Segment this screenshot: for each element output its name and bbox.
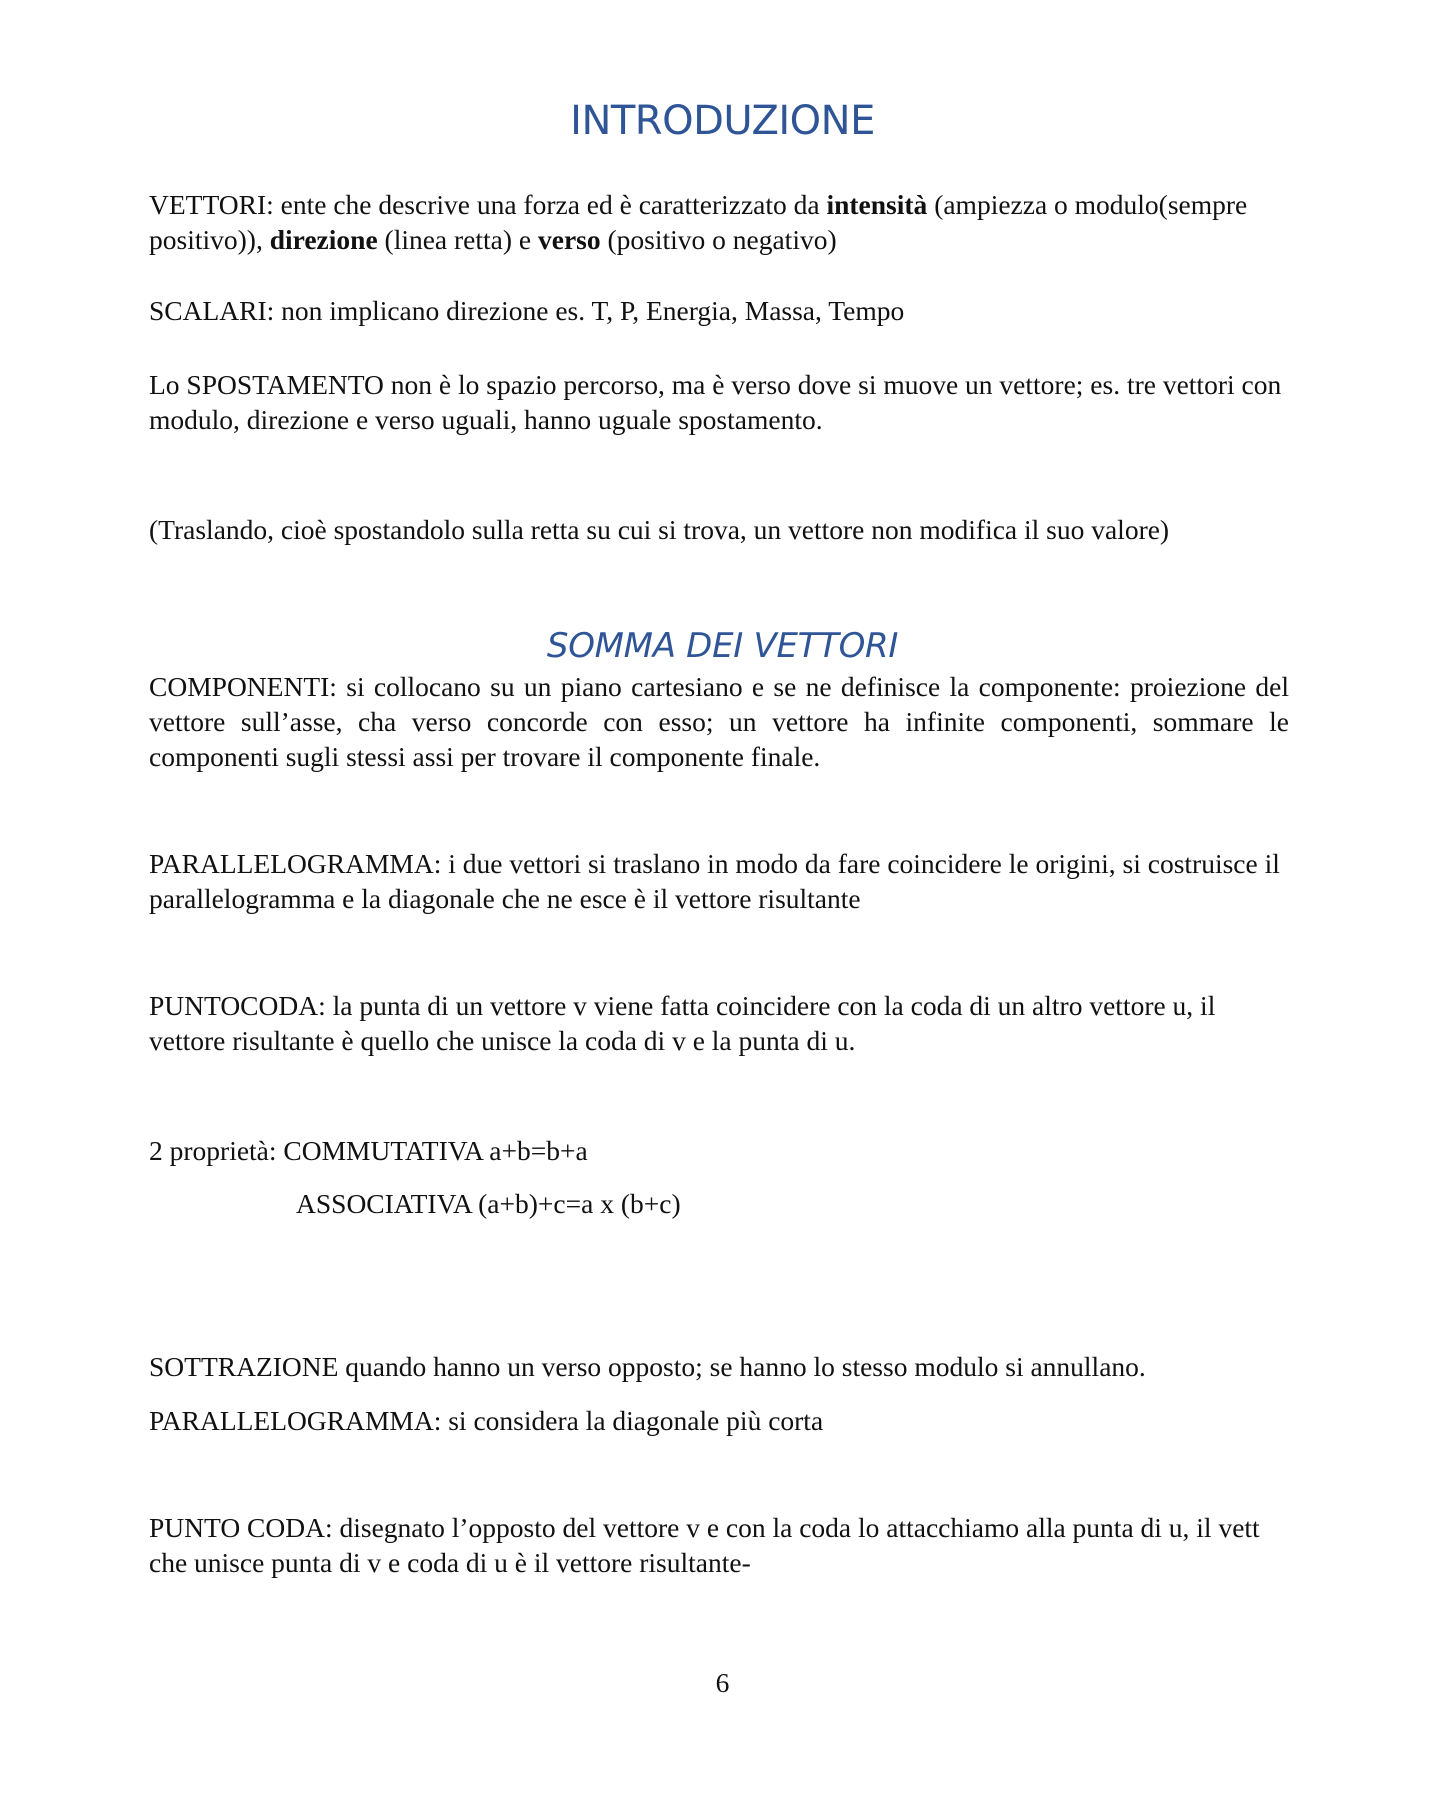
proprieta-line-2: ASSOCIATIVA (a+b)+c=a x (b+c) bbox=[296, 1188, 681, 1219]
vettori-text-1: : ente che descrive una forza ed è caratterizzato da bbox=[266, 189, 827, 220]
parallelogramma2-paragraph: PARALLELOGRAMMA: si considera la diagonale più corta bbox=[149, 1405, 824, 1436]
page-title: INTRODUZIONE bbox=[570, 98, 875, 144]
vettori-bold-intensita: intensità bbox=[826, 189, 928, 220]
puntocoda2-paragraph: PUNTO CODA: disegnato l’opposto del vettore v e con la coda lo attacchiamo alla punta di u, il vett che unisce punta di v e coda di u è il vettore risultante- bbox=[149, 1512, 1260, 1578]
componenti-paragraph: COMPONENTI: si collocano su un piano cartesiano e se ne definisce la componente: proiezione del vettore sull’asse, cha verso concorde con esso; un vettore ha infinite componenti, sommare le componenti sugli stessi assi per trovare il componente finale. bbox=[149, 671, 1289, 772]
section-title: SOMMA DEI VETTORI bbox=[546, 626, 899, 666]
vettori-paragraph bbox=[149, 187, 1289, 257]
parallelogramma-paragraph: PARALLELOGRAMMA: i due vettori si traslano in modo da fare coincidere le origini, si costruisce il parallelogramma e la diagonale che ne esce è il vettore risultante bbox=[149, 848, 1280, 914]
traslando-paragraph: (Traslando, cioè spostandolo sulla retta su cui si trova, un vettore non modifica il suo valore) bbox=[149, 514, 1170, 545]
vettori-term: VETTORI bbox=[149, 189, 267, 220]
vettori-text-3: (linea retta) e bbox=[377, 224, 538, 255]
vettori-bold-direzione: direzione bbox=[269, 224, 378, 255]
proprieta-line-1: 2 proprietà: COMMUTATIVA a+b=b+a bbox=[149, 1135, 588, 1166]
scalari-paragraph: SCALARI: non implicano direzione es. T, P, Energia, Massa, Tempo bbox=[149, 295, 905, 326]
page-number: 6 bbox=[715, 1667, 730, 1698]
puntocoda-paragraph: PUNTOCODA: la punta di un vettore v viene fatta coincidere con la coda di un altro vettore u, il vettore risultante è quello che unisce la coda di v e la punta di u. bbox=[149, 990, 1216, 1056]
sottrazione-paragraph: SOTTRAZIONE quando hanno un verso opposto; se hanno lo stesso modulo si annullano. bbox=[149, 1351, 1146, 1382]
vettori-text-4: (positivo o negativo) bbox=[600, 224, 837, 255]
vettori-text-2: (ampiezza o modulo(sempre positivo)), bbox=[149, 189, 1248, 255]
vettori-bold-verso: verso bbox=[537, 224, 601, 255]
spostamento-paragraph: Lo SPOSTAMENTO non è lo spazio percorso, ma è verso dove si muove un vettore; es. tre vettori con modulo, direzione e verso uguali, hanno uguale spostamento. bbox=[149, 369, 1282, 435]
